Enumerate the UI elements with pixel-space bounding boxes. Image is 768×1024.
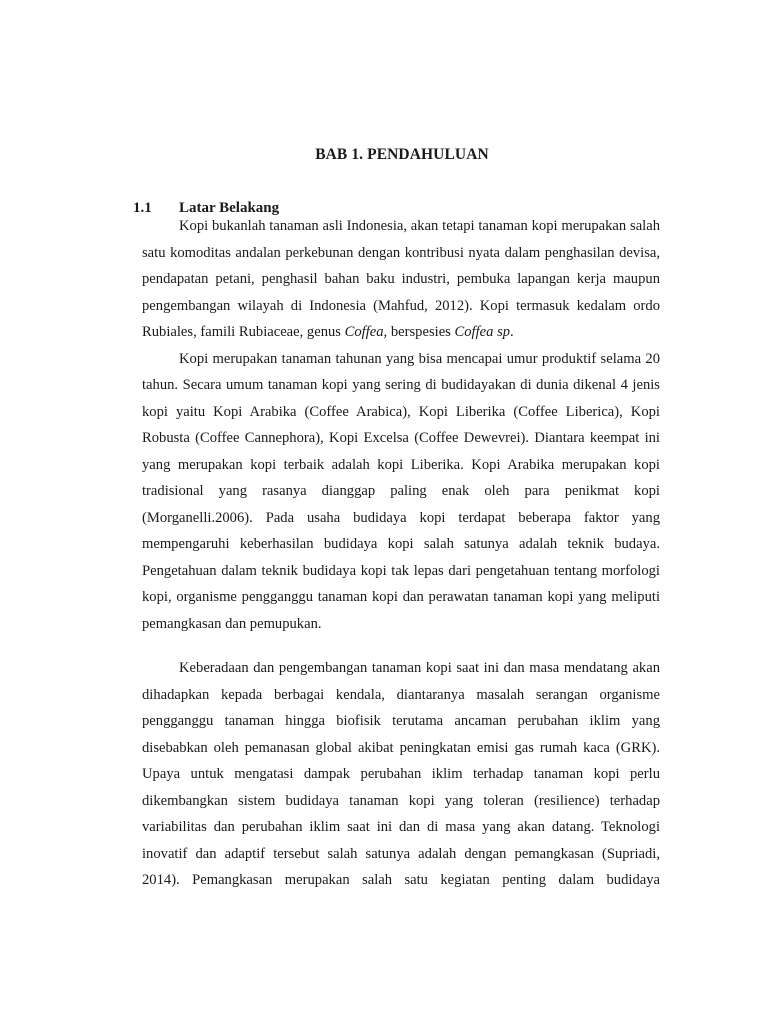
document-body (142, 213, 660, 894)
chapter-title: BAB 1. PENDAHULUAN (315, 146, 489, 163)
paragraph-1-middle: berspesies (387, 324, 455, 340)
section-title: Latar Belakang (179, 200, 280, 216)
species-name: Coffea sp (454, 324, 511, 340)
paragraph-1 (142, 213, 660, 346)
paragraph-1-text: Kopi bukanlah tanaman asli Indonesia, akan tetapi tanaman kopi merupakan salah satu komoditas andalan perkebunan dengan kontribusi nyata dalam penghasilan devisa, pendapatan petani, penghasil bahan baku industri, pembuka lapangan kerja maupun pengembangan wilayah di Indonesia (Mahfud, 2012). Kopi termasuk kedalam ordo Rubiales, famili Rubiaceae, genus (142, 218, 660, 340)
paragraph-1-end: . (510, 324, 514, 340)
paragraph-3: Keberadaan dan pengembangan tanaman kopi saat ini dan masa mendatang akan dihadapkan kepada berbagai kendala, diantaranya masalah serangan organisme pengganggu tanaman hingga biofisik terutama ancaman perubahan iklim yang disebabkan oleh pemanasan global akibat peningkatan emisi gas rumah kaca (GRK). Upaya untuk mengatasi dampak perubahan iklim terhadap tanaman kopi perlu dikembangkan sistem budidaya tanaman kopi yang toleran (resilience) terhadap variabilitas dan perubahan iklim saat ini dan di masa yang akan datang. Teknologi inovatif dan adaptif tersebut salah satunya adalah dengan pemangkasan (Supriadi, 2014). Pemangkasan merupakan salah satu kegiatan penting dalam budidaya (142, 660, 660, 888)
paragraph-2: Kopi merupakan tanaman tahunan yang bisa mencapai umur produktif selama 20 tahun. Secara umum tanaman kopi yang sering di budidayakan di dunia dikenal 4 jenis kopi yaitu Kopi Arabika (Coffee Arabica), Kopi Liberika (Coffee Liberica), Kopi Robusta (Coffee Cannephora), Kopi Excelsa (Coffee Dewevrei). Diantara keempat ini yang merupakan kopi terbaik adalah kopi Liberika. Kopi Arabika merupakan kopi tradisional yang rasanya dianggap paling enak oleh para penikmat kopi (Morganelli.2006). Pada usaha budidaya kopi terdapat beberapa faktor yang mempengaruhi keberhasilan budidaya kopi salah satunya adalah teknik budaya. Pengetahuan dalam teknik budidaya kopi tak lepas dari pengetahuan tentang morfologi kopi, organisme pengganggu tanaman kopi dan perawatan tanaman kopi yang meliputi pemangkasan dan pemupukan. (142, 350, 660, 632)
genus-name: Coffea, (344, 324, 388, 340)
section-number: 1.1 (133, 200, 152, 216)
